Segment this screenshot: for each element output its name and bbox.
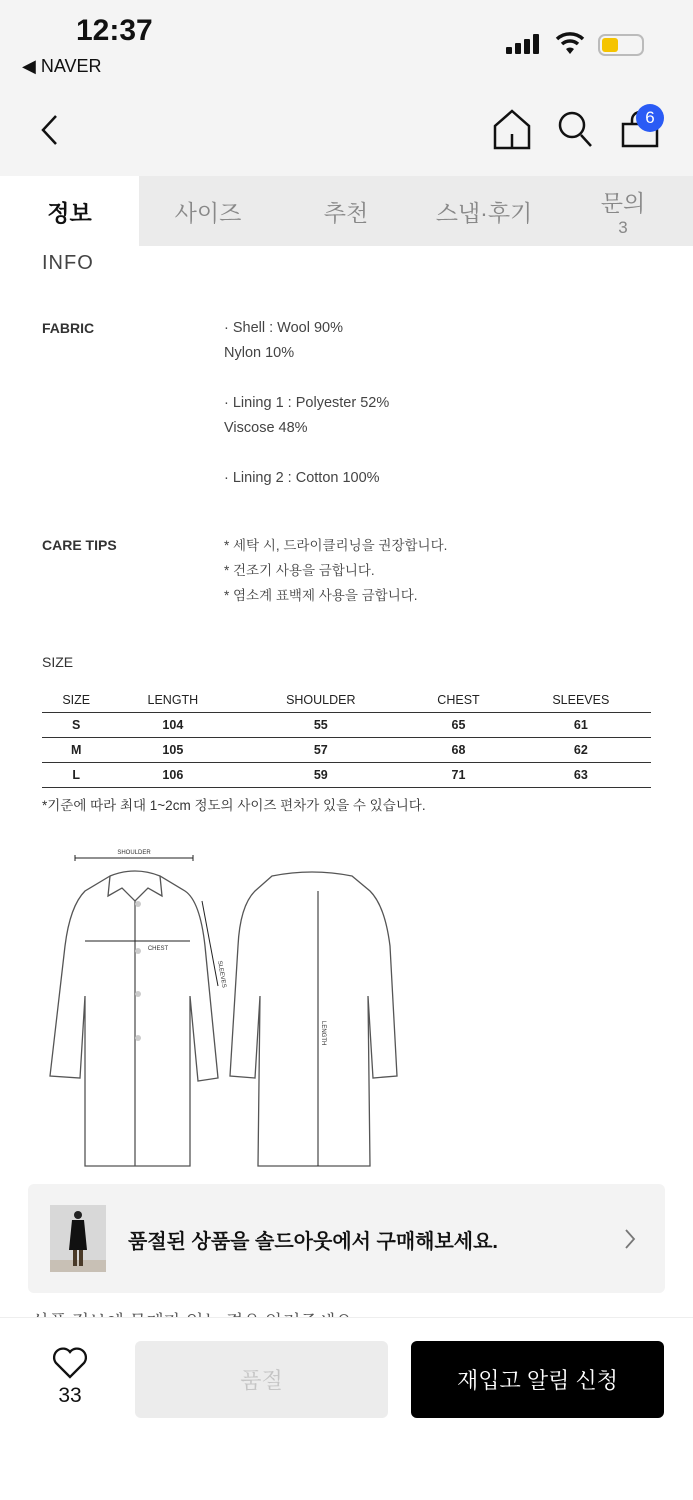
restock-alert-button[interactable]: 재입고 알림 신청 (411, 1341, 664, 1418)
cart-count-badge: 6 (636, 104, 664, 132)
column-header: SHOULDER (235, 688, 406, 712)
column-header: CHEST (406, 688, 510, 712)
cell: 59 (235, 762, 406, 787)
wifi-icon (555, 30, 585, 56)
table-row (42, 762, 651, 787)
column-header: SLEEVES (511, 688, 651, 712)
cell: 55 (235, 712, 406, 737)
care-item: * 세탁 시, 드라이클리닝을 권장합니다. (224, 538, 448, 553)
search-icon[interactable] (556, 108, 596, 150)
tab-snap-review[interactable] (415, 176, 553, 246)
size-note: *기준에 따라 최대 1~2cm 정도의 사이즈 편차가 있을 수 있습니다. (42, 798, 426, 813)
shoulder-label: SHOULDER (117, 850, 151, 856)
tab-inquiry[interactable] (553, 176, 693, 246)
tab-bar (0, 176, 693, 246)
table-row (42, 712, 651, 737)
table-row (42, 737, 651, 762)
tab-recommend[interactable] (277, 176, 415, 246)
length-label: LENGTH (320, 1021, 326, 1046)
heart-icon[interactable] (52, 1346, 88, 1380)
sleeves-label: SLEEVES (216, 960, 227, 989)
chest-label: CHEST (147, 946, 169, 952)
soldout-market-banner[interactable] (28, 1184, 665, 1293)
column-header: LENGTH (110, 688, 235, 712)
bottom-action-bar (0, 1317, 693, 1500)
back-icon[interactable] (38, 112, 62, 148)
cell: 57 (235, 737, 406, 762)
tab-label: 문의 (600, 189, 646, 216)
back-to-naver[interactable]: ◀ NAVER (22, 56, 102, 76)
chevron-right-icon (623, 1228, 637, 1250)
cell: 104 (110, 712, 235, 737)
column-header: SIZE (42, 688, 110, 712)
fabric-list (224, 316, 389, 491)
tab-size[interactable] (139, 176, 277, 246)
battery-icon (598, 34, 644, 56)
cell: 63 (511, 762, 651, 787)
size-label: SIZE (42, 654, 74, 670)
tab-label: 정보 (47, 199, 92, 226)
care-item: * 건조기 사용을 금합니다. (224, 563, 375, 578)
care-item: * 염소계 표백제 사용을 금합니다. (224, 588, 418, 603)
status-time: 12:37 (76, 14, 153, 47)
cell: 106 (110, 762, 235, 787)
home-icon[interactable] (492, 108, 532, 150)
cell: S (42, 712, 110, 737)
tab-label: 스냅·후기 (435, 199, 533, 226)
cell: 71 (406, 762, 510, 787)
banner-text: 품절된 상품을 솔드아웃에서 구매해보세요. (128, 1231, 498, 1253)
fabric-item: · Lining 2 : Cotton 100% (224, 470, 380, 486)
tab-info[interactable] (0, 176, 139, 246)
tab-label: 사이즈 (174, 199, 242, 226)
inquiry-count: 3 (618, 217, 628, 237)
coat-size-diagram (40, 846, 410, 1176)
fabric-label: FABRIC (42, 320, 95, 336)
fabric-item: · Lining 1 : Polyester 52% (224, 395, 390, 411)
product-thumbnail (50, 1205, 106, 1272)
info-title: INFO (42, 252, 94, 274)
cell: 62 (511, 737, 651, 762)
care-label: CARE TIPS (42, 537, 117, 553)
fabric-item: Viscose 48% (224, 420, 308, 436)
signal-icon (506, 34, 539, 54)
top-area (0, 0, 693, 176)
cell: 65 (406, 712, 510, 737)
soldout-button[interactable]: 품절 (135, 1341, 388, 1418)
tab-label: 추천 (323, 199, 369, 226)
fabric-item: · Shell : Wool 90% (224, 320, 344, 336)
cell: M (42, 737, 110, 762)
fabric-item: Nylon 10% (224, 345, 295, 361)
cell: 68 (406, 737, 510, 762)
like-count: 33 (58, 1384, 82, 1407)
care-list (224, 533, 447, 608)
cell: 105 (110, 737, 235, 762)
cell: L (42, 762, 110, 787)
table-header (42, 688, 651, 712)
cell: 61 (511, 712, 651, 737)
size-table (42, 688, 651, 788)
